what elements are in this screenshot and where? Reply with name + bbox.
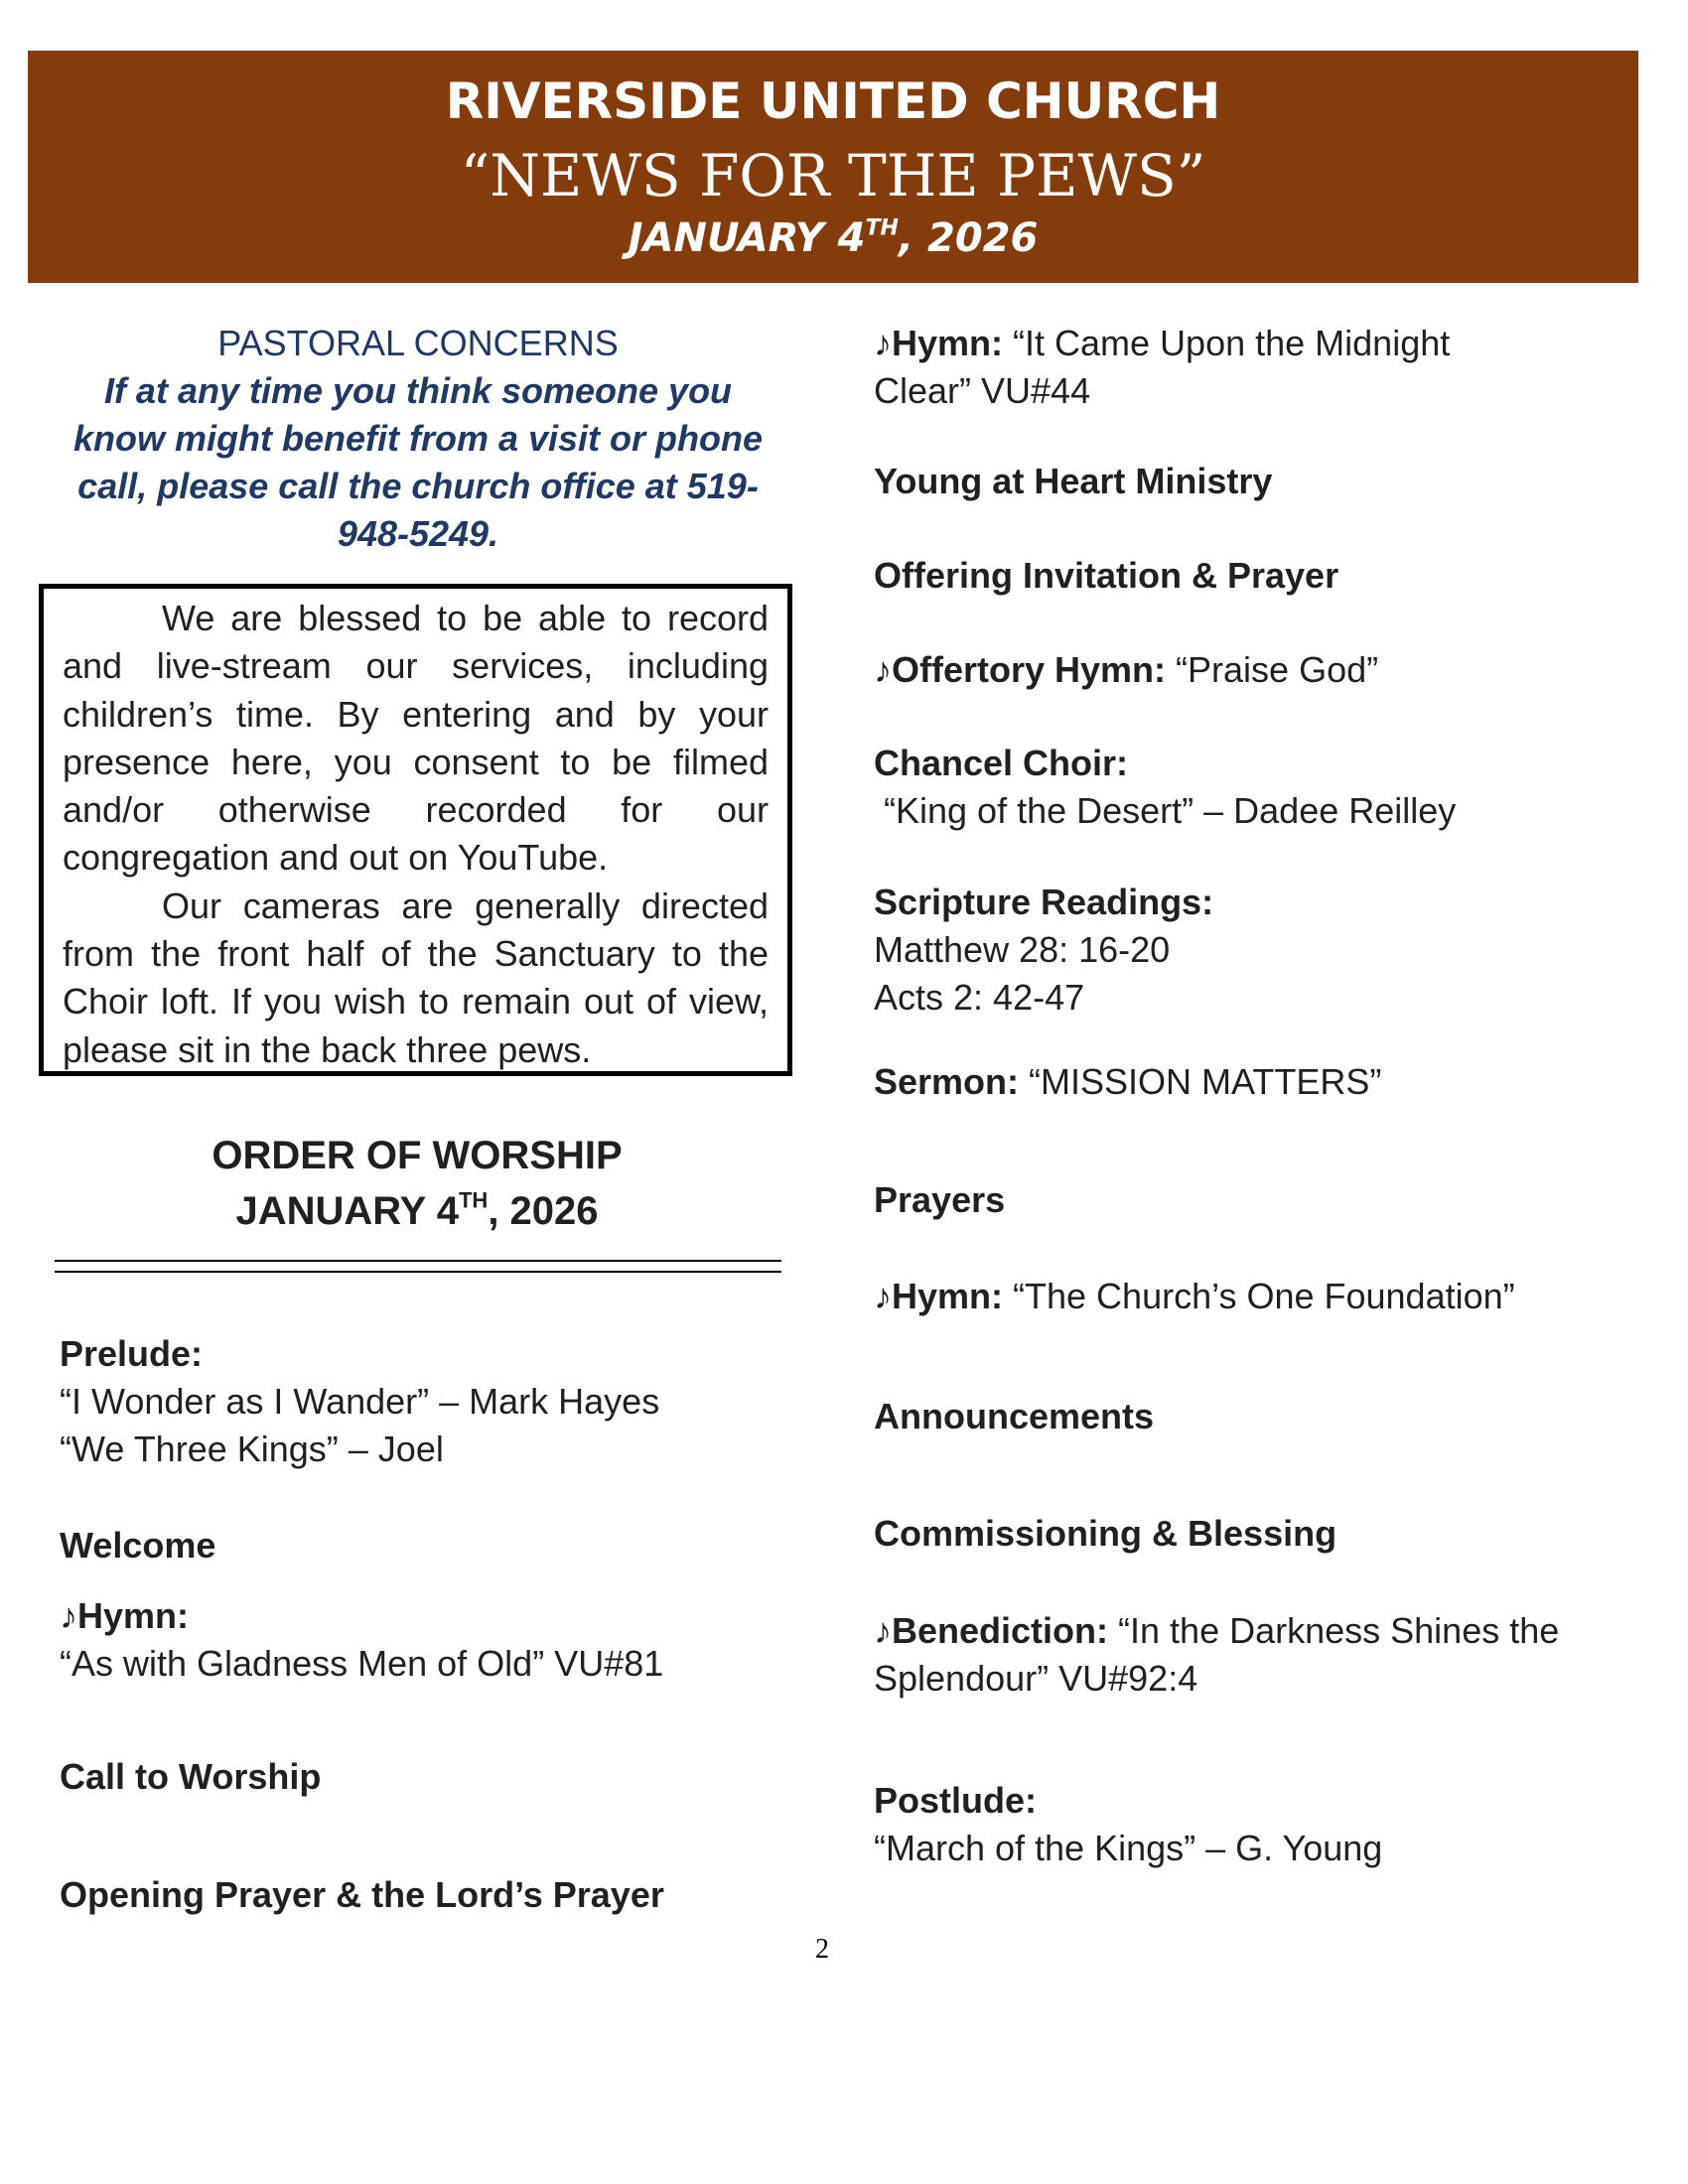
pastoral-concerns [56,320,780,558]
prelude-line-2: “We Three Kings” – Joel [60,1429,444,1469]
offering-item [874,552,1668,600]
commissioning-label: Commissioning & Blessing [874,1513,1337,1554]
bulletin-date [28,215,1638,261]
offering-label: Offering Invitation & Prayer [874,555,1339,596]
welcome-item [60,1522,794,1570]
newsletter-title: “NEWS FOR THE PEWS” [460,142,1206,209]
order-of-worship-title: ORDER OF WORSHIP [211,1134,623,1177]
order-of-worship-date [60,1183,774,1239]
benediction-text: “In the Darkness Shines the Splendour” VU#92:4 [874,1610,1560,1699]
pastoral-body: If at any time you think someone you know might benefit from a visit or phone call, please call the church office at 519-948-5249. [72,370,764,554]
hymn-2-item [874,320,1529,415]
oow-date-sup: TH [458,1187,489,1213]
hymn-3-item [874,1273,1668,1320]
benediction-label: ♪Benediction: [874,1610,1109,1651]
prayers-label: Prayers [874,1179,1006,1220]
sermon-text: “MISSION MATTERS” [1029,1061,1382,1102]
prelude-item [60,1330,794,1473]
postlude-text: “March of the Kings” – G. Young [874,1828,1383,1868]
notice-paragraph-1: We are blessed to be able to record and live-stream our services, including children’s time. By entering and by your presence here, you consent to be filmed and/or otherwise recorded for our congregation and out on YouTube. [63,598,769,879]
chancel-choir-text: “King of the Desert” – Dadee Reilley [884,790,1457,831]
announcements-label: Announcements [874,1396,1155,1436]
benediction-item [874,1607,1569,1703]
call-to-worship-label: Call to Worship [60,1756,322,1797]
hymn-3-label: ♪Hymn: [874,1276,1004,1316]
bulletin-date-suffix: , 2026 [898,215,1039,261]
welcome-label: Welcome [60,1525,216,1566]
bulletin-date-sup: TH [865,215,899,241]
commissioning-item [874,1510,1668,1558]
announcements-item [874,1393,1668,1440]
recording-notice [39,584,792,1076]
church-name: RIVERSIDE UNITED CHURCH [445,72,1221,130]
scripture-label: Scripture Readings: [874,882,1214,922]
bulletin-date-prefix: JANUARY 4 [628,215,866,261]
order-of-worship-heading [60,1128,774,1239]
chancel-choir-item [874,740,1668,835]
hymn-1-label: ♪Hymn: [60,1595,190,1636]
page-number: 2 [815,1934,829,1965]
prelude-label: Prelude: [60,1333,204,1374]
offertory-hymn-label: ♪Offertory Hymn: [874,649,1167,690]
postlude-item [874,1777,1668,1872]
scripture-reading-1: Matthew 28: 16-20 [874,929,1171,970]
hymn-1-item [60,1592,794,1688]
scripture-item [874,879,1668,1022]
hymn-1-text: “As with Gladness Men of Old” VU#81 [60,1643,664,1684]
hymn-2-label: ♪Hymn: [874,323,1004,363]
offertory-hymn-item [874,646,1668,694]
oow-date-suffix: , 2026 [488,1189,599,1233]
prayers-item [874,1176,1668,1224]
hymn-3-text: “The Church’s One Foundation” [1013,1276,1515,1316]
sermon-item [874,1058,1668,1106]
sermon-label: Sermon: [874,1061,1020,1102]
young-at-heart-label: Young at Heart Ministry [874,461,1273,501]
header-banner [28,51,1638,283]
prelude-line-1: “I Wonder as I Wander” – Mark Hayes [60,1381,660,1422]
oow-date-prefix: JANUARY 4 [235,1189,459,1233]
hymn-2-text: “It Came Upon the Midnight Clear” VU#44 [874,323,1451,411]
notice-paragraph-2: Our cameras are generally directed from the front half of the Sanctuary to the Choir loft. If you wish to remain out of view, please sit in the back three pews. [63,885,769,1070]
young-at-heart-item [874,458,1668,505]
chancel-choir-label: Chancel Choir: [874,743,1129,783]
pastoral-title: PASTORAL CONCERNS [217,323,619,363]
scripture-reading-2: Acts 2: 42-47 [874,977,1085,1018]
opening-prayer-label: Opening Prayer & the Lord’s Prayer [60,1874,664,1915]
divider-line [55,1271,781,1273]
call-to-worship-item [60,1753,794,1801]
postlude-label: Postlude: [874,1780,1038,1821]
offertory-hymn-text: “Praise God” [1176,649,1379,690]
opening-prayer-item [60,1871,794,1919]
divider-line [55,1260,781,1262]
